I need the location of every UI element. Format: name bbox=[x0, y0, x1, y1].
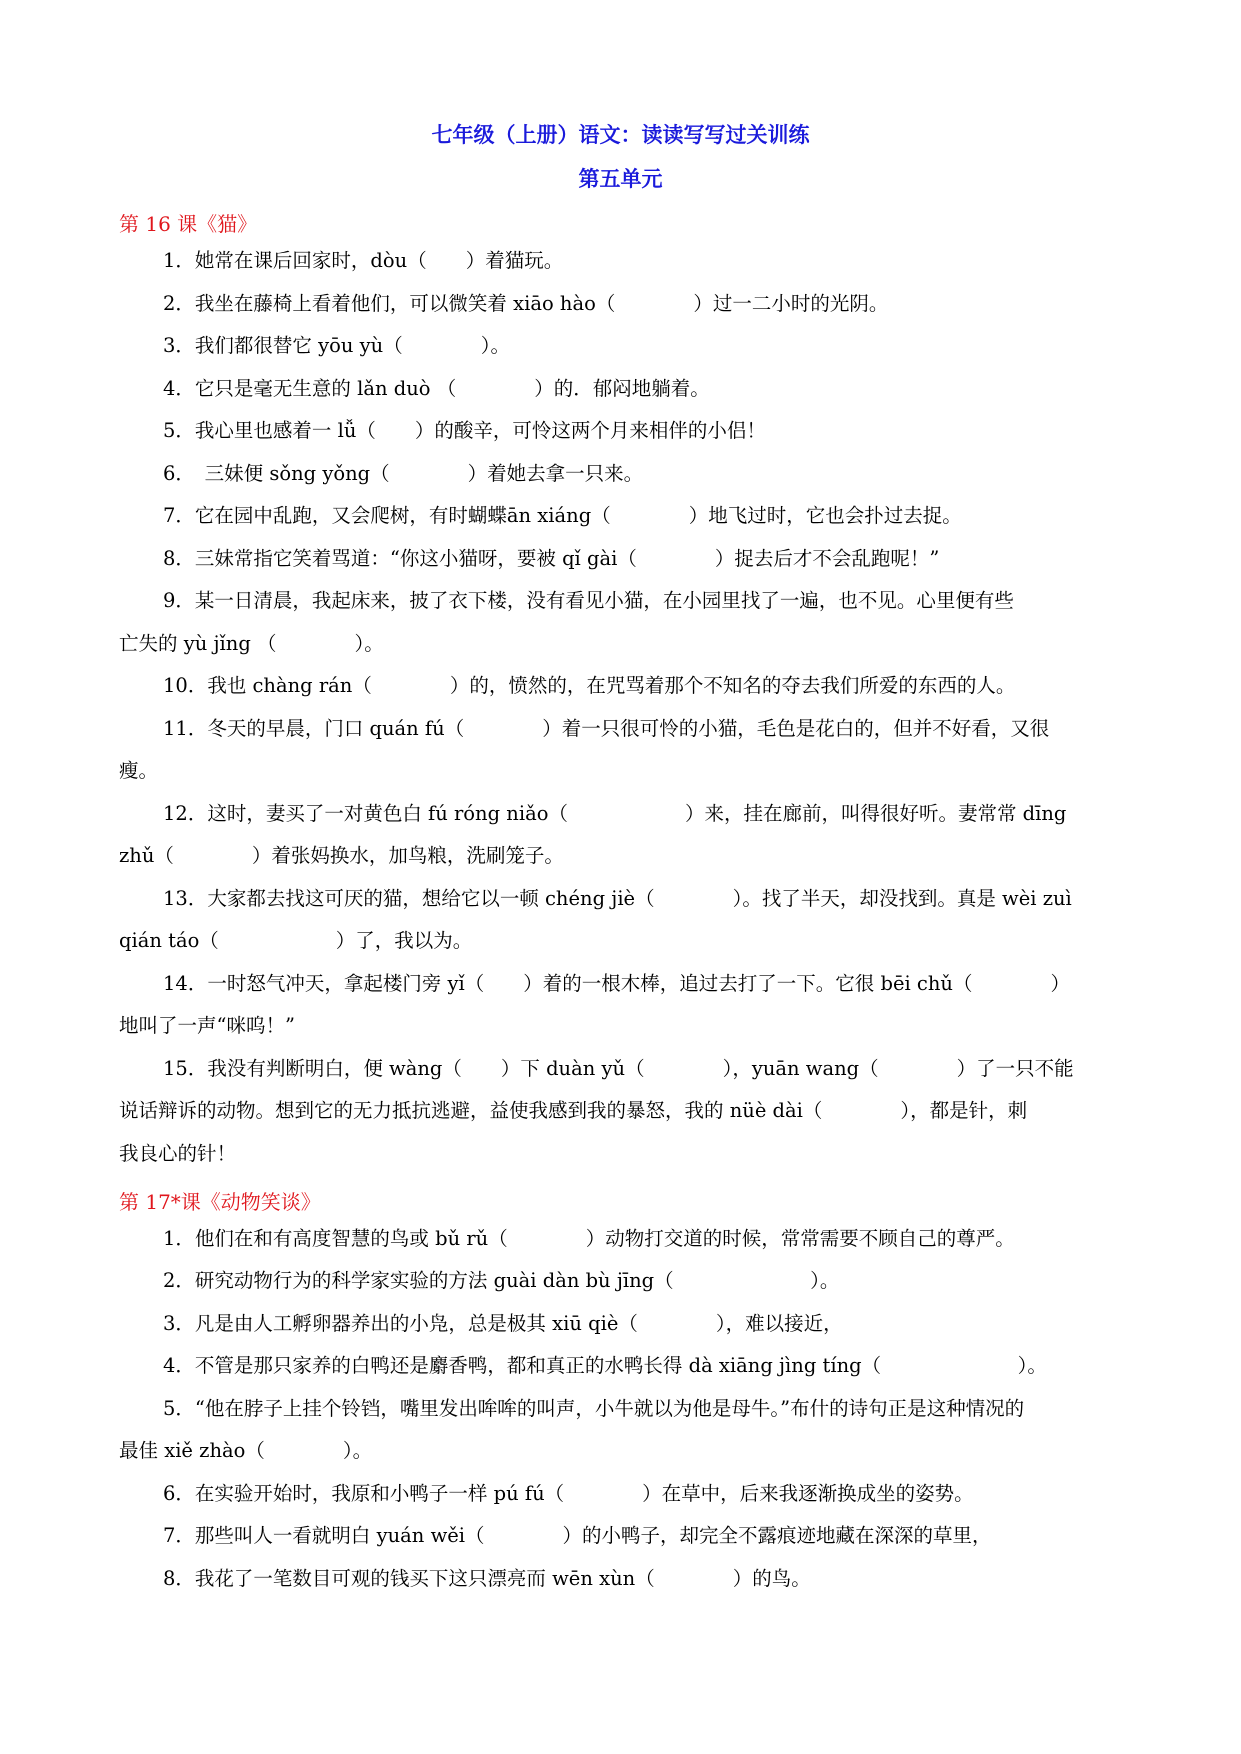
exercise-line: 8．我花了一笔数目可观的钱买下这只漂亮而 wēn xùn（ ）的鸟。 bbox=[163, 1567, 811, 1590]
exercise-line: 9．某一日清晨，我起床来，披了衣下楼，没有看见小猫，在小园里找了一遍，也不见。心里便有些 bbox=[163, 589, 1014, 612]
exercise-line: 8．三妹常指它笑着骂道：“你这小猫呀，要被 qǐ gài（ ）捉去后才不会乱跑呢！” bbox=[163, 547, 940, 570]
exercise-line: 6．在实验开始时，我原和小鸭子一样 pú fú（ ）在草中，后来我逐渐换成坐的姿势。 bbox=[163, 1482, 974, 1505]
exercise-line: 11．冬天的早晨，门口 quán fú（ ）着一只很可怜的小猫，毛色是花白的，但并不好看，又很 bbox=[163, 717, 1050, 740]
exercise-line: 7．它在园中乱跑，又会爬树，有时蝴蝶ān xiáng（ ）地飞过时，它也会扑过去捉。 bbox=[163, 504, 962, 527]
exercise-line: 13．大家都去找这可厌的猫，想给它以一顿 chéng jiè（ ）。找了半天，却没找到。真是 wèi zuì bbox=[163, 887, 1072, 910]
page-title: 七年级（上册）语文：读读写写过关训练 bbox=[431, 123, 810, 147]
exercise-line: 4．它只是毫无生意的 lǎn duò （ ）的．郁闷地躺着。 bbox=[163, 377, 710, 400]
exercise-line: 1．她常在课后回家时，dòu（ ）着猫玩。 bbox=[163, 249, 564, 272]
exercise-line: 2．我坐在藤椅上看着他们，可以微笑着 xiāo hào（ ）过一二小时的光阴。 bbox=[163, 292, 889, 315]
exercise-line: 7．那些叫人一看就明白 yuán wěi（ ）的小鸭子，却完全不露痕迹地藏在深深的草里， bbox=[163, 1524, 992, 1547]
exercise-line: 3．我们都很替它 yōu yù（ ）。 bbox=[163, 334, 510, 357]
exercise-line-continued: 我良心的针！ bbox=[119, 1142, 237, 1165]
exercise-line-continued: 地叫了一声“咪呜！” bbox=[119, 1014, 295, 1037]
exercise-line-continued: 最佳 xiě zhào（ ）。 bbox=[119, 1439, 373, 1462]
exercise-line: 14．一时怒气冲天，拿起楼门旁 yǐ（ ）着的一根木棒，追过去打了一下。它很 bēi chǔ（ ） bbox=[163, 972, 1070, 995]
exercise-line: 4．不管是那只家养的白鸭还是麝香鸭，都和真正的水鸭长得 dà xiāng jìng tíng（ ）。 bbox=[163, 1354, 1047, 1377]
lesson-17-heading: 第 17*课《动物笑谈》 bbox=[119, 1190, 321, 1214]
exercise-line: 3．凡是由人工孵卵器养出的小凫，总是极其 xiū qiè（ ），难以接近， bbox=[163, 1312, 843, 1335]
exercise-line: 1．他们在和有高度智慧的鸟或 bǔ rǔ（ ）动物打交道的时候，常常需要不顾自己的尊严。 bbox=[163, 1227, 1015, 1250]
exercise-line: 5．“他在脖子上挂个铃铛，嘴里发出哞哞的叫声，小牛就以为他是母牛。”布什的诗句正是这种情况的 bbox=[163, 1397, 1025, 1420]
exercise-line: 2．研究动物行为的科学家实验的方法 guài dàn bù jīng（ ）。 bbox=[163, 1269, 840, 1292]
exercise-line: 6． 三妹便 sǒng yǒng（ ）着她去拿一只来。 bbox=[163, 462, 644, 485]
exercise-line: 12．这时，妻买了一对黄色白 fú róng niǎo（ ）来，挂在廊前，叫得很好听。妻常常 dīng bbox=[163, 802, 1067, 825]
exercise-line-continued: 说话辩诉的动物。想到它的无力抵抗逃避，益使我感到我的暴怒，我的 nüè dài（ ），都是针，刺 bbox=[119, 1099, 1028, 1122]
exercise-line-continued: 亡失的 yù jǐng （ ）。 bbox=[119, 632, 384, 655]
exercise-line: 15．我没有判断明白，便 wàng（ ）下 duàn yǔ（ ），yuān wang（ ）了一只不能 bbox=[163, 1057, 1074, 1080]
unit-subtitle: 第五单元 bbox=[578, 167, 663, 191]
exercise-line: 5．我心里也感着一 lǚ（ ）的酸辛，可怜这两个月来相伴的小侣！ bbox=[163, 419, 766, 442]
exercise-line-continued: zhǔ（ ）着张妈换水，加鸟粮，洗刷笼子。 bbox=[119, 844, 564, 867]
exercise-line: 10．我也 chàng rán（ ）的，愤然的，在咒骂着那个不知名的夺去我们所爱的东西的人。 bbox=[163, 674, 1016, 697]
lesson-16-heading: 第 16 课《猫》 bbox=[119, 212, 258, 236]
exercise-line-continued: 瘦。 bbox=[119, 759, 159, 782]
exercise-line-continued: qián táo（ ）了，我以为。 bbox=[119, 929, 473, 952]
